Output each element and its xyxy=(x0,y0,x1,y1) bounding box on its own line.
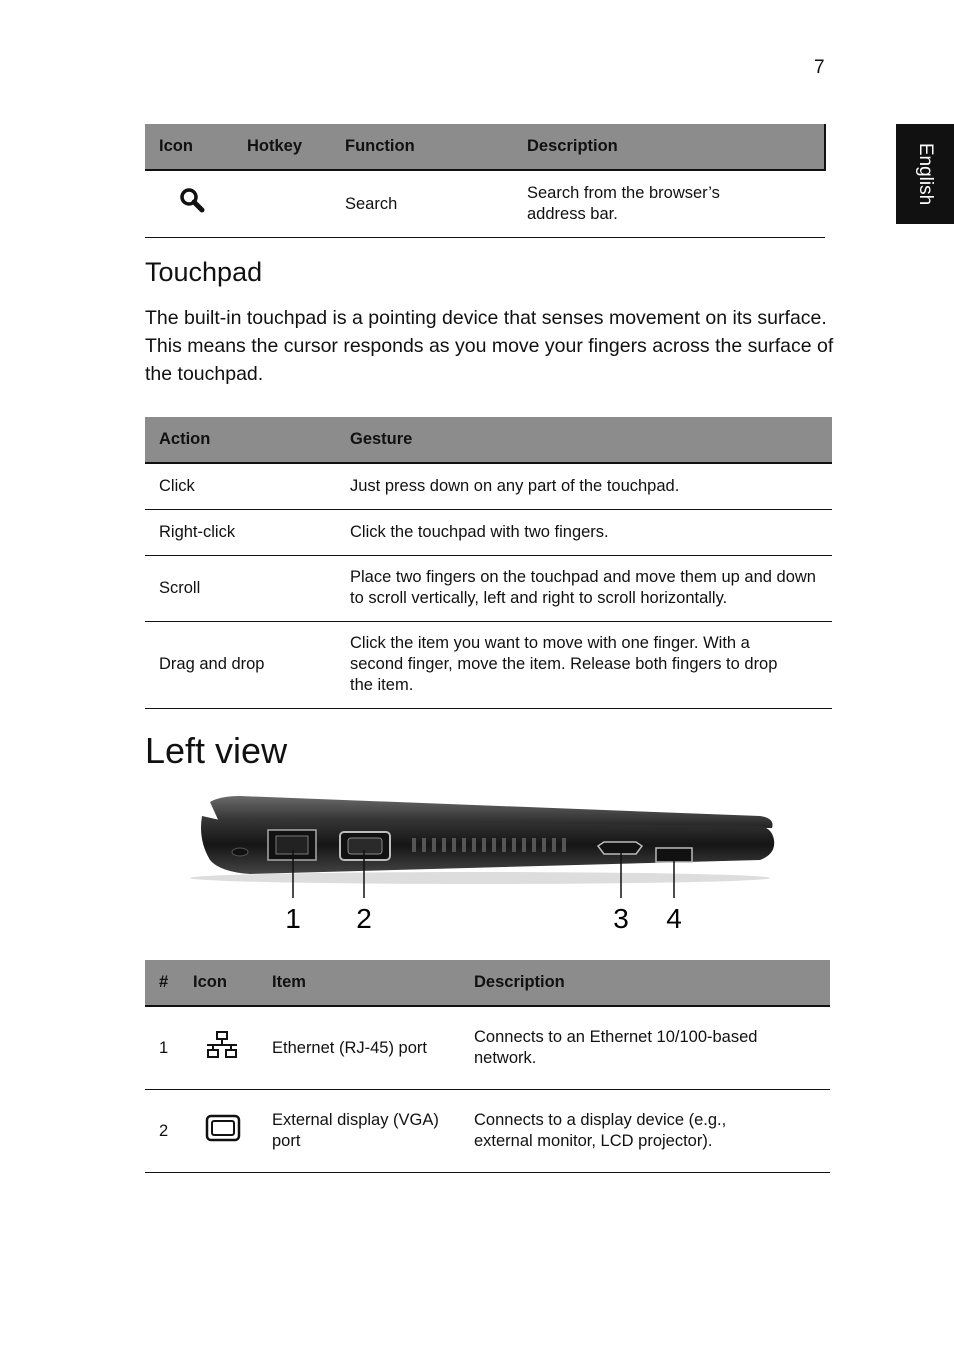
hotkey-table xyxy=(145,124,826,238)
action-cell: Click xyxy=(145,463,336,509)
table-header-row xyxy=(145,124,825,170)
action-cell: Scroll xyxy=(145,555,336,621)
ethernet-icon xyxy=(205,1030,239,1060)
left-view-heading: Left view xyxy=(145,730,288,771)
header-icon: Icon xyxy=(145,124,233,170)
number-cell: 2 xyxy=(145,1090,179,1173)
description-cell: Connects to an Ethernet 10/100-based network. xyxy=(460,1006,830,1090)
vga-display-icon xyxy=(205,1114,241,1142)
gesture-cell: Just press down on any part of the touchpad. xyxy=(336,463,832,509)
search-icon xyxy=(177,186,207,216)
header-icon: Icon xyxy=(179,960,258,1006)
hotkey-cell xyxy=(233,170,331,238)
header-item: Item xyxy=(258,960,460,1006)
table-row xyxy=(145,509,832,555)
number-cell: 1 xyxy=(145,1006,179,1090)
table-row xyxy=(145,463,832,509)
action-cell: Drag and drop xyxy=(145,621,336,708)
header-number: # xyxy=(145,960,179,1006)
gesture-cell: Click the touchpad with two fingers. xyxy=(336,509,832,555)
item-cell: Ethernet (RJ-45) port xyxy=(258,1006,460,1090)
left-view-ports-table xyxy=(145,960,830,1173)
page-number: 7 xyxy=(814,57,825,78)
header-description: Description xyxy=(513,124,825,170)
touchpad-gesture-table xyxy=(145,417,832,709)
description-cell: Connects to a display device (e.g., external monitor, LCD projector). xyxy=(460,1090,830,1173)
callout-label: 1 xyxy=(285,903,301,934)
table-header-row xyxy=(145,417,832,463)
table-row xyxy=(145,170,825,238)
icon-cell xyxy=(179,1090,258,1173)
function-cell: Search xyxy=(331,170,513,238)
header-action: Action xyxy=(145,417,336,463)
callout-label: 3 xyxy=(613,903,629,934)
description-cell: Search from the browser’s address bar. xyxy=(513,170,825,238)
touchpad-heading: Touchpad xyxy=(145,257,263,287)
table-row xyxy=(145,1006,830,1090)
header-function: Function xyxy=(331,124,513,170)
icon-cell xyxy=(179,1006,258,1090)
item-cell: External display (VGA) port xyxy=(258,1090,460,1173)
icon-cell xyxy=(145,170,233,238)
laptop-left-side-illustration xyxy=(180,790,790,940)
touchpad-paragraph: The built-in touchpad is a pointing device that senses movement on its surface. This means the cursor responds as you move your fingers across the surface of the touchpad. xyxy=(145,307,834,385)
table-row xyxy=(145,1090,830,1173)
language-tab xyxy=(896,124,954,224)
header-hotkey: Hotkey xyxy=(233,124,331,170)
table-row xyxy=(145,621,832,708)
callout-label: 2 xyxy=(356,903,372,934)
header-gesture: Gesture xyxy=(336,417,832,463)
gesture-cell: Click the item you want to move with one finger. With a second finger, move the item. Release both fingers to drop the item. xyxy=(336,621,832,708)
language-tab-label: English xyxy=(915,142,936,206)
gesture-cell: Place two fingers on the touchpad and move them up and down to scroll vertically, left and right to scroll horizontally. xyxy=(336,555,832,621)
header-description: Description xyxy=(460,960,830,1006)
table-header-row xyxy=(145,960,830,1006)
table-row xyxy=(145,555,832,621)
action-cell: Right-click xyxy=(145,509,336,555)
callout-label: 4 xyxy=(666,903,682,934)
